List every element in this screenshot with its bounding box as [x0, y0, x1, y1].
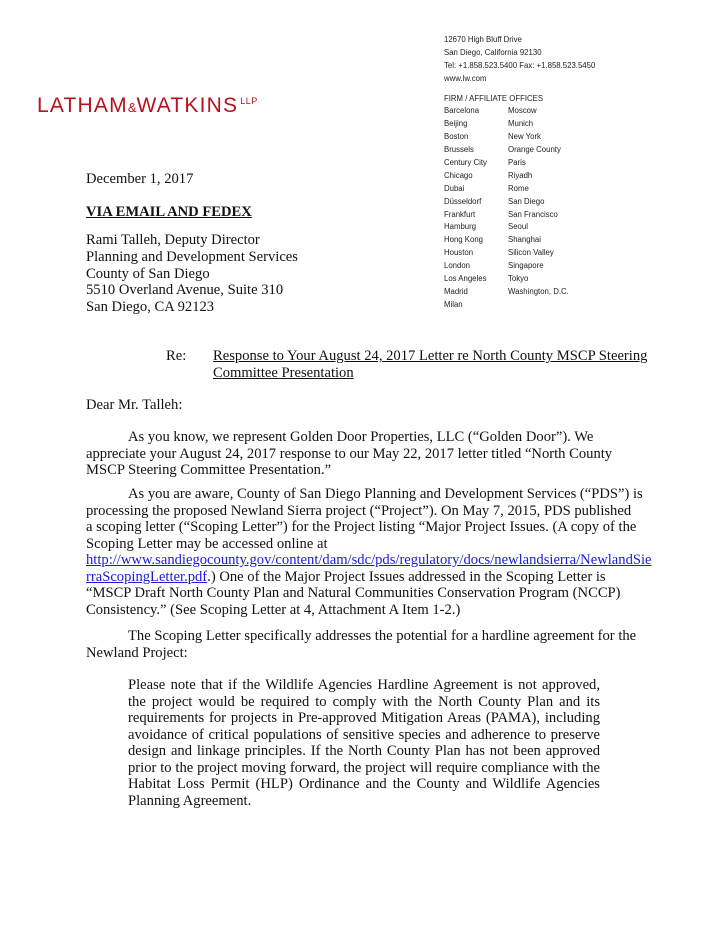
office-city: Seoul — [508, 222, 528, 232]
office-city: Tokyo — [508, 274, 529, 284]
recipient-line: San Diego, CA 92123 — [86, 299, 215, 316]
office-city: San Diego — [508, 196, 545, 206]
offices-grid — [444, 105, 608, 312]
office-city: Beijing — [444, 118, 468, 128]
office-city: Singapore — [508, 261, 544, 271]
office-city: Dubai — [444, 183, 465, 193]
office-city: Paris — [508, 157, 526, 167]
recipient-line: Planning and Development Services — [86, 248, 298, 265]
office-city: New York — [508, 131, 541, 141]
office-city — [508, 299, 608, 312]
recipient-line: Rami Talleh, Deputy Director — [86, 232, 260, 248]
scoping-letter-link[interactable]: http://www.sandiegocounty.gov/content/dam/sdc/pds/regulatory/docs/newlandsierra/NewlandSie — [86, 552, 652, 568]
office-city: Düsseldorf — [444, 196, 482, 206]
office-city: Moscow — [508, 106, 537, 115]
office-city: Frankfurt — [444, 209, 476, 219]
office-city: Orange County — [508, 144, 561, 154]
firm-logo — [37, 94, 258, 118]
re-subject: Response to Your August 24, 2017 Letter re North County MSCP Steering Committee Presentation — [213, 348, 648, 381]
firm-name-first: LATHAM — [37, 94, 128, 117]
address-street: 12670 High Bluff Drive — [444, 35, 522, 44]
paragraph-intro — [86, 429, 638, 479]
office-city: Chicago — [444, 170, 473, 180]
paragraph-hardline — [86, 628, 638, 661]
offices-list — [444, 92, 608, 312]
paragraph-scoping-rest: processing the proposed Newland Sierra project (“Project”). On May 7, 2015, PDS published a scoping letter (“Scoping Letter”) for the Project listing “Major Project Issues. (A copy of the Scoping Letter may be accessed online at — [86, 502, 637, 552]
office-city: Barcelona — [444, 106, 480, 115]
paragraph-intro-rest: appreciate your August 24, 2017 response to our May 22, 2017 letter titled “North County MSCP Steering Committee Presentation.” — [86, 445, 613, 478]
firm-name-suffix: LLP — [240, 96, 258, 106]
office-city: Century City — [444, 157, 487, 167]
firm-name-second: WATKINS — [136, 94, 239, 117]
office-city: Los Angeles — [444, 274, 487, 284]
address-website[interactable]: www.lw.com — [444, 74, 487, 83]
firm-address-block — [444, 33, 595, 85]
salutation: Dear Mr. Talleh: — [86, 397, 183, 413]
recipient-line: County of San Diego — [86, 265, 210, 282]
address-phone-fax: Tel: +1.858.523.5400 Fax: +1.858.523.5450 — [444, 61, 596, 70]
office-city: Silicon Valley — [508, 248, 554, 258]
office-city: Milan — [444, 300, 463, 310]
office-city: Hamburg — [444, 222, 477, 232]
paragraph-scoping-first-line: As you are aware, County of San Diego Planning and Development Services (“PDS”) is — [128, 486, 643, 502]
recipient-line: 5510 Overland Avenue, Suite 310 — [86, 282, 284, 299]
block-quote: Please note that if the Wildlife Agencies Hardline Agreement is not approved, the project would be required to comply with the North County Plan and its requirements for projects in Pre-approved Mitigation Areas (PAMA), including avoidance of critical populations of sensitive species and adherence to preserve design and linkage principles. If the North County Plan has not been approved prior to the project moving forward, the project will require compliance with the Habitat Loss Permit (HLP) Ordinance and the County and Wildlife Agencies Planning Agreement. — [128, 677, 600, 809]
office-city: Riyadh — [508, 170, 533, 180]
paragraph-hardline-first-line: The Scoping Letter specifically addresses the potential for a hardline agreement for the — [128, 628, 637, 644]
office-city: Brussels — [444, 144, 474, 154]
address-city: San Diego, California 92130 — [444, 48, 542, 57]
office-city: Hong Kong — [444, 235, 484, 245]
recipient-block — [86, 232, 298, 316]
paragraph-scoping-after-link: .) One of the Major Project Issues addressed in the Scoping Letter is “MSCP Draft North County Plan and Natural Communities Conservation Program (NCCP) Consistency.” (See Scoping Letter at 4, Attachment A Item 1-2.) — [86, 568, 621, 618]
letter-date: December 1, 2017 — [86, 171, 194, 187]
office-city: Houston — [444, 248, 474, 258]
delivery-method: VIA EMAIL AND FEDEX — [86, 204, 252, 220]
offices-heading: FIRM / AFFILIATE OFFICES — [444, 94, 544, 103]
scoping-letter-link-cont[interactable]: rraScopingLetter.pdf — [86, 568, 208, 585]
office-city: Boston — [444, 131, 469, 141]
office-city: Munich — [508, 118, 534, 128]
office-city: Shanghai — [508, 235, 541, 245]
office-city: Washington, D.C. — [508, 287, 569, 297]
office-city: Rome — [508, 183, 529, 193]
paragraph-scoping — [86, 486, 652, 618]
office-city: Madrid — [444, 287, 468, 297]
firm-name-ampersand: & — [127, 100, 137, 115]
paragraph-hardline-rest: Newland Project: — [86, 644, 188, 661]
office-city: San Francisco — [508, 209, 558, 219]
re-label: Re: — [166, 348, 187, 364]
office-city: London — [444, 261, 471, 271]
paragraph-intro-first-line: As you know, we represent Golden Door Properties, LLC (“Golden Door”). We — [128, 429, 594, 445]
